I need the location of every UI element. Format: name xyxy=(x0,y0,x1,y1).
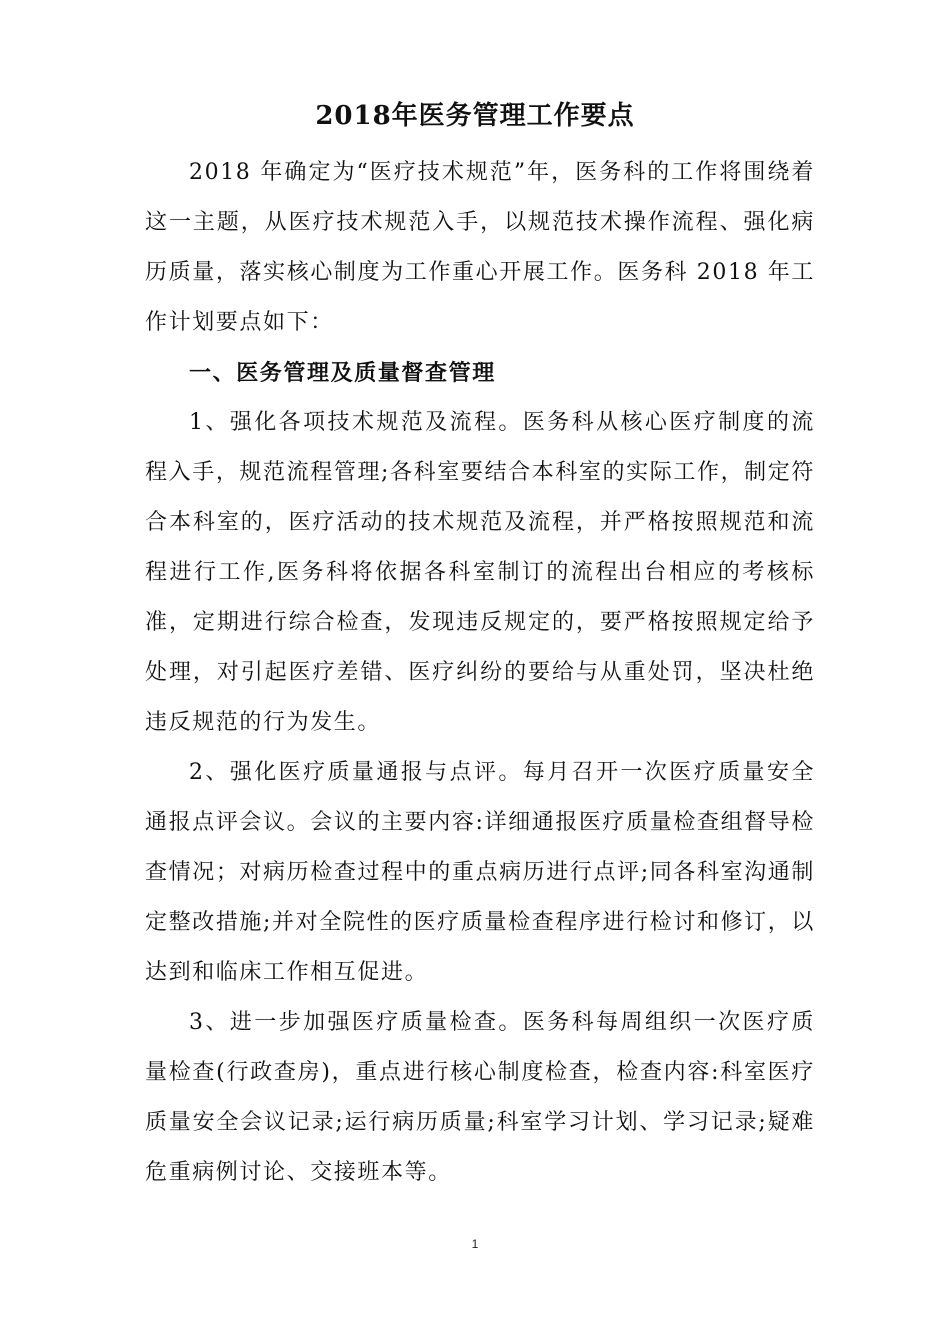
item-paragraph-1: 1、强化各项技术规范及流程。医务科从核心医疗制度的流程入手，规范流程管理;各科室要结合本科室的实际工作，制定符合本科室的，医疗活动的技术规范及流程，并严格按照规范和流程进行工作,医务科将依据各科室制订的流程出台相应的考核标准，定期进行综合检查，发现违反规定的，要严格按照规定给予处理，对引起医疗差错、医疗纠纷的要给与从重处罚，坚决杜绝违反规范的行为发生。 xyxy=(145,410,815,735)
document-title: 2018年医务管理工作要点 xyxy=(315,101,635,131)
document-body xyxy=(145,148,815,1198)
intro-paragraph: 2018 年确定为“医疗技术规范”年，医务科的工作将围绕着这一主题，从医疗技术规范入手，以规范技术操作流程、强化病历质量，落实核心制度为工作重心开展工作。医务科 2018 年工作计划要点如下： xyxy=(145,160,815,335)
page-number: 1 xyxy=(471,1237,479,1251)
item-paragraph-2: 2、强化医疗质量通报与点评。每月召开一次医疗质量安全通报点评会议。会议的主要内容:详细通报医疗质量检查组督导检查情况；对病历检查过程中的重点病历进行点评;同各科室沟通制定整改措施;并对全院性的医疗质量检查程序进行检讨和修订，以达到和临床工作相互促进。 xyxy=(145,760,815,985)
item-paragraph-3: 3、进一步加强医疗质量检查。医务科每周组织一次医疗质量检查(行政查房)，重点进行核心制度检查，检查内容:科室医疗质量安全会议记录;运行病历质量;科室学习计划、学习记录;疑难危重病例讨论、交接班本等。 xyxy=(145,1010,815,1185)
section-heading: 一、医务管理及质量督查管理 xyxy=(189,360,496,386)
